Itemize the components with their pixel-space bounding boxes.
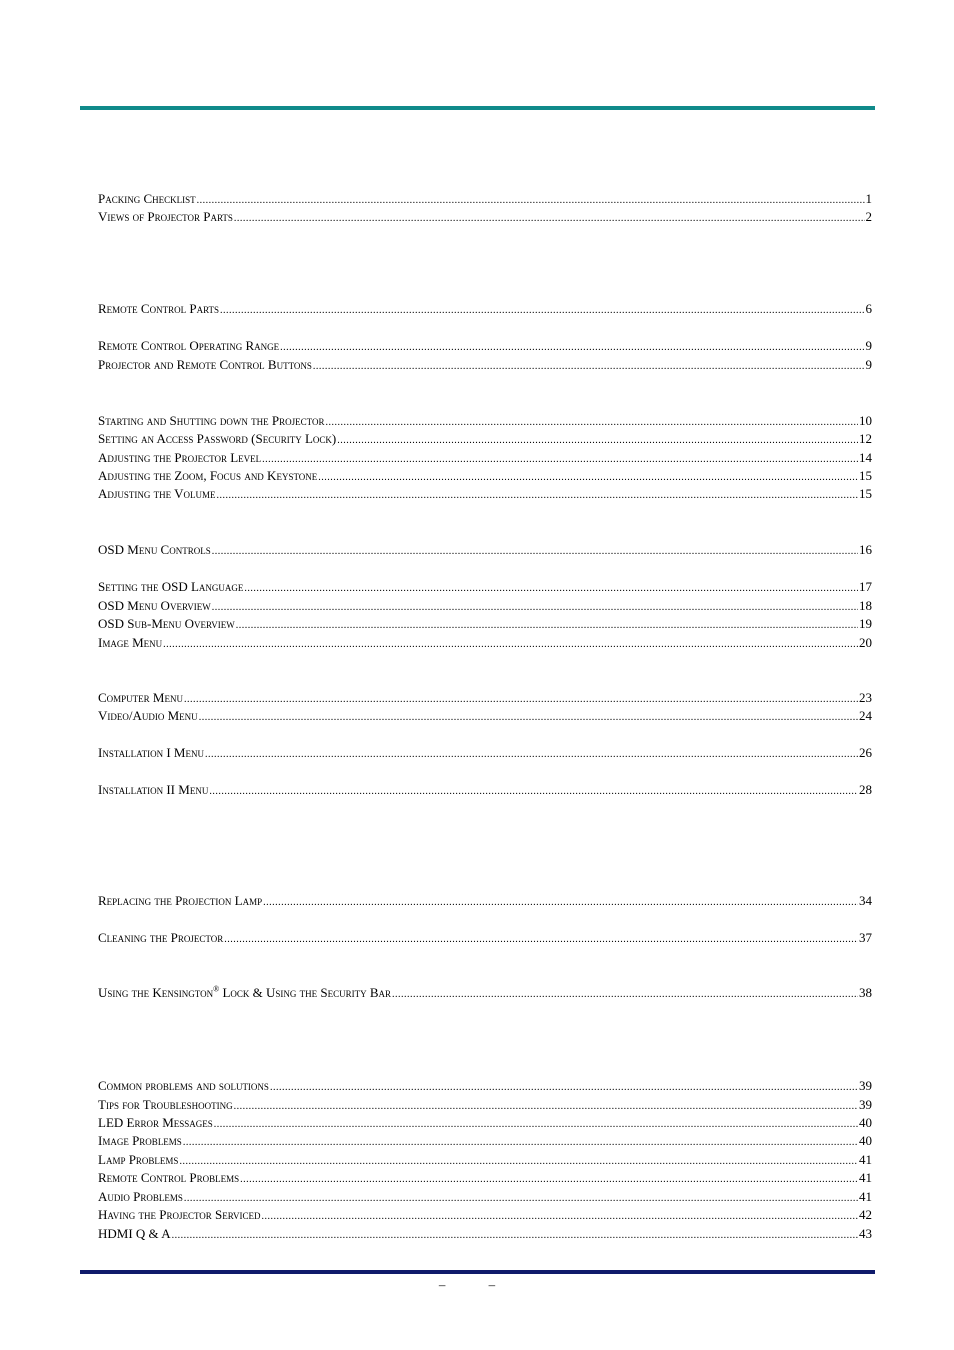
toc-entry-page: 1: [865, 191, 872, 206]
dot-leader: [183, 1134, 858, 1152]
toc-entry-kensington-lock[interactable]: [98, 984, 872, 1002]
toc-entry-cleaning-projector[interactable]: [98, 929, 872, 947]
toc-entry-common-problems[interactable]: [98, 1077, 872, 1095]
dot-leader: [234, 210, 865, 228]
toc-entry-page: 26: [859, 745, 872, 760]
dot-leader: [337, 432, 858, 450]
dot-leader: [199, 709, 858, 727]
dot-leader: [220, 302, 864, 320]
toc-entry-page: 41: [859, 1152, 872, 1167]
toc-entry-title: Packing Checklist: [98, 191, 196, 206]
dot-leader: [212, 543, 858, 561]
toc-entry-remote-control-parts[interactable]: [98, 300, 872, 318]
toc-entry-page: 19: [859, 616, 872, 631]
toc-entry-osd-sub-menu-overview[interactable]: [98, 615, 872, 633]
dot-leader: [270, 1079, 858, 1097]
header-rule: [80, 106, 875, 110]
toc-entry-page: 43: [859, 1226, 872, 1241]
toc-entry-page: 39: [859, 1097, 872, 1112]
toc-entry-page: 10: [859, 413, 872, 428]
toc-entry-page: 38: [859, 985, 872, 1000]
toc-entry-page: 20: [859, 635, 872, 650]
toc-entry-page: 28: [859, 782, 872, 797]
toc-entry-page: 14: [859, 450, 872, 465]
toc-entry-title: OSD Menu Controls: [98, 542, 211, 557]
toc-entry-image-problems[interactable]: [98, 1132, 872, 1150]
toc-entry-video-audio-menu[interactable]: [98, 707, 872, 725]
toc-entry-title: Video/Audio Menu: [98, 708, 198, 723]
toc-entry-adjusting-zoom-focus-keystone[interactable]: [98, 467, 872, 485]
title-part: Lock & Using the Security Bar: [219, 985, 392, 1000]
footer-rule: [80, 1270, 875, 1274]
toc-entry-image-menu[interactable]: [98, 634, 872, 652]
dot-leader: [392, 986, 858, 1004]
toc-entry-page: 39: [859, 1078, 872, 1093]
toc-entry-title: Views of Projector Parts: [98, 209, 233, 224]
toc-entry-page: 34: [859, 893, 872, 908]
dot-leader: [313, 358, 865, 376]
toc-entry-adjusting-projector-level[interactable]: [98, 449, 872, 467]
dot-leader: [224, 931, 858, 949]
page-footer: – –: [438, 1277, 516, 1292]
toc-entry-setting-access-password[interactable]: [98, 430, 872, 448]
toc-entry-page: 6: [865, 301, 872, 316]
toc-entry-hdmi-q-and-a[interactable]: [98, 1225, 872, 1243]
dot-leader: [280, 339, 864, 357]
toc-entry-page: 15: [859, 486, 872, 501]
toc-entry-installation-ii-menu[interactable]: [98, 781, 872, 799]
toc-entry-page: 41: [859, 1189, 872, 1204]
dot-leader: [244, 580, 858, 598]
toc-entry-title: Setting an Access Password (Security Lock): [98, 431, 337, 446]
dot-leader: [263, 894, 858, 912]
toc-entry-page: 23: [859, 690, 872, 705]
toc-entry-page: 12: [859, 431, 872, 446]
toc-entry-title: OSD Menu Overview: [98, 598, 211, 613]
toc-entry-replacing-projection-lamp[interactable]: [98, 892, 872, 910]
toc-entry-views-of-projector-parts[interactable]: [98, 208, 872, 226]
toc-entry-title: Adjusting the Projector Level: [98, 450, 262, 465]
toc-entry-title: Setting the OSD Language: [98, 579, 244, 594]
dot-leader: [262, 1208, 858, 1226]
toc-entry-lamp-problems[interactable]: [98, 1151, 872, 1169]
toc-entry-computer-menu[interactable]: [98, 689, 872, 707]
dot-leader: [240, 1171, 858, 1189]
toc-entry-adjusting-volume[interactable]: [98, 485, 872, 503]
toc-entry-title: Lamp Problems: [98, 1152, 179, 1167]
toc-entry-audio-problems[interactable]: [98, 1188, 872, 1206]
toc-entry-title: Remote Control Problems: [98, 1170, 240, 1185]
toc-entry-title: Projector and Remote Control Buttons: [98, 357, 312, 372]
toc-entry-title: Computer Menu: [98, 690, 183, 705]
toc-entry-title: HDMI Q & A: [98, 1226, 171, 1241]
toc-entry-title: Adjusting the Zoom, Focus and Keystone: [98, 468, 318, 483]
toc-entry-page: 24: [859, 708, 872, 723]
toc-entry-page: 2: [865, 209, 872, 224]
toc-entry-packing-checklist[interactable]: [98, 190, 872, 208]
toc-entry-title: Installation I Menu: [98, 745, 204, 760]
toc-entry-page: 9: [865, 338, 872, 353]
toc-entry-page: 41: [859, 1170, 872, 1185]
toc-entry-page: 17: [859, 579, 872, 594]
dot-leader: [205, 746, 858, 764]
toc-entry-title: Replacing the Projection Lamp: [98, 893, 263, 908]
toc-entry-title: Audio Problems: [98, 1189, 183, 1204]
toc-entry-remote-control-operating-range[interactable]: [98, 337, 872, 355]
toc-entry-title: Installation II Menu: [98, 782, 209, 797]
toc-entry-page: 15: [859, 468, 872, 483]
toc-entry-title: Tips for Troubleshooting: [98, 1097, 233, 1112]
toc-entry-installation-i-menu[interactable]: [98, 744, 872, 762]
toc-entry-page: 40: [859, 1133, 872, 1148]
toc-entry-page: 18: [859, 598, 872, 613]
toc-entry-title: Image Menu: [98, 635, 163, 650]
toc-entry-page: 9: [865, 357, 872, 372]
dot-leader: [236, 617, 858, 635]
toc-entry-title: Common problems and solutions: [98, 1078, 269, 1093]
toc-entry-page: 37: [859, 930, 872, 945]
registered-mark: ®: [213, 984, 220, 994]
toc-entry-osd-menu-overview[interactable]: [98, 597, 872, 615]
title-part: Using the Kensington: [98, 985, 214, 1000]
toc-entry-having-projector-serviced[interactable]: [98, 1206, 872, 1224]
dot-leader: [209, 783, 858, 801]
dot-leader: [163, 636, 858, 654]
toc-entry-title: Cleaning the Projector: [98, 930, 224, 945]
toc-entry-title: Starting and Shutting down the Projector: [98, 413, 325, 428]
toc-entry-title: Image Problems: [98, 1133, 182, 1148]
toc-entry-projector-and-remote-control-buttons[interactable]: [98, 356, 872, 374]
dot-leader: [172, 1227, 858, 1245]
toc-entry-page: 40: [859, 1115, 872, 1130]
toc-entry-setting-osd-language[interactable]: [98, 578, 872, 596]
toc-entry-led-error-messages[interactable]: [98, 1114, 872, 1132]
toc-entry-page: 16: [859, 542, 872, 557]
toc-entry-title: OSD Sub-Menu Overview: [98, 616, 235, 631]
toc-entry-tips-troubleshooting[interactable]: [98, 1096, 872, 1114]
toc-entry-title: LED Error Messages: [98, 1115, 213, 1130]
toc-entry-title: [98, 984, 391, 1002]
toc-entry-title: Remote Control Operating Range: [98, 338, 280, 353]
toc-entry-title: Adjusting the Volume: [98, 486, 216, 501]
dot-leader: [217, 487, 858, 505]
toc-entry-title: Remote Control Parts: [98, 301, 220, 316]
toc-entry-remote-control-problems[interactable]: [98, 1169, 872, 1187]
toc-entry-osd-menu-controls[interactable]: [98, 541, 872, 559]
toc-entry-page: 42: [859, 1207, 872, 1222]
toc-entry-title: Having the Projector Serviced: [98, 1207, 261, 1222]
toc-entry-starting-and-shutting-down[interactable]: [98, 412, 872, 430]
